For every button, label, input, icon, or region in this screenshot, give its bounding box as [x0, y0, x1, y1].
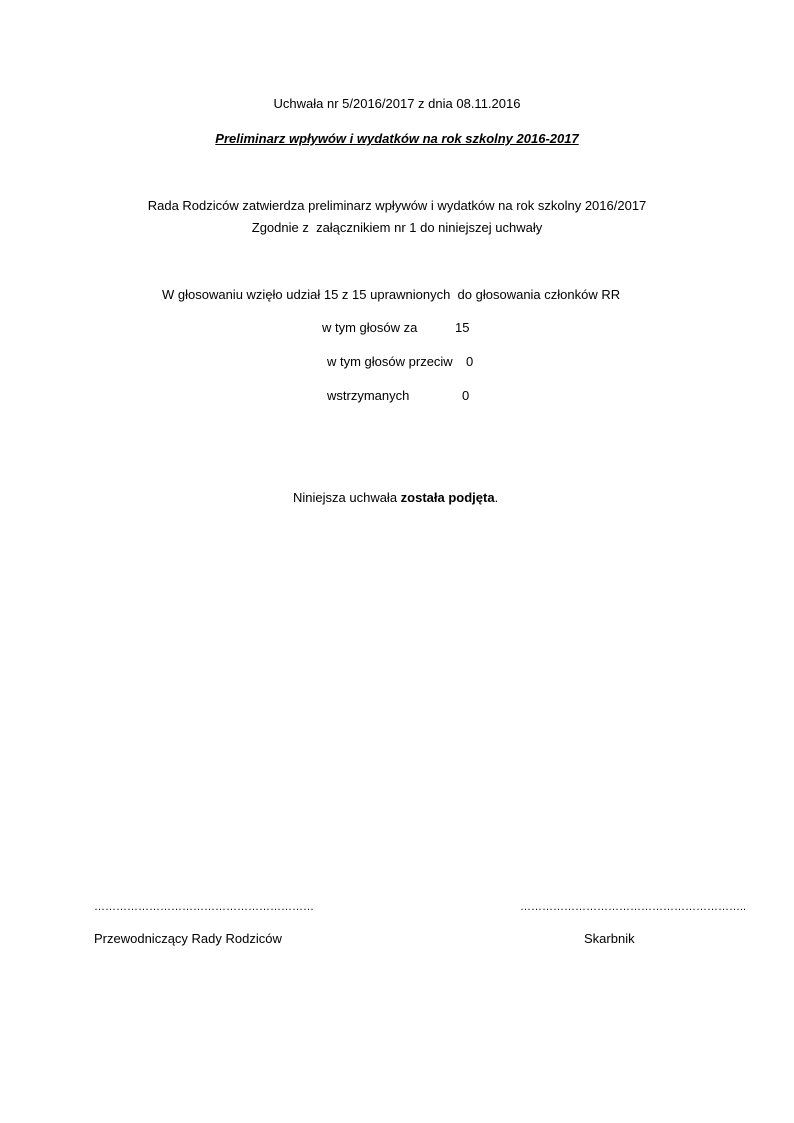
body-line-1: Rada Rodziców zatwierdza preliminarz wpływów i wydatków na rok szkolny 2016/2017 [147, 198, 647, 213]
votes-for-label: w tym głosów za [322, 320, 418, 335]
right-signature-line: …………………………………………………….. [520, 901, 747, 913]
votes-abstain-label: wstrzymanych [327, 388, 410, 403]
right-signature-label: Skarbnik [584, 931, 635, 946]
result-emphasis: została podjęta [400, 490, 495, 505]
result-statement [293, 490, 498, 506]
body-line-2: Zgodnie z załącznikiem nr 1 do niniejszej uchwały [251, 220, 543, 235]
votes-for-value: 15 [455, 320, 470, 335]
left-signature-label: Przewodniczący Rady Rodziców [94, 931, 282, 946]
votes-abstain-value: 0 [462, 388, 470, 403]
voting-intro: W głosowaniu wzięło udział 15 z 15 uprawnionych do głosowania członków RR [162, 287, 621, 302]
votes-against-value: 0 [466, 354, 474, 369]
left-signature-line: …………………………………………………… [94, 901, 314, 913]
resolution-title: Uchwała nr 5/2016/2017 z dnia 08.11.2016 [273, 96, 521, 111]
resolution-subtitle: Preliminarz wpływów i wydatków na rok szkolny 2016-2017 [215, 131, 579, 146]
result-prefix: Niniejsza uchwała [293, 490, 401, 505]
votes-against-label: w tym głosów przeciw [327, 354, 453, 369]
result-suffix: . [494, 490, 499, 505]
